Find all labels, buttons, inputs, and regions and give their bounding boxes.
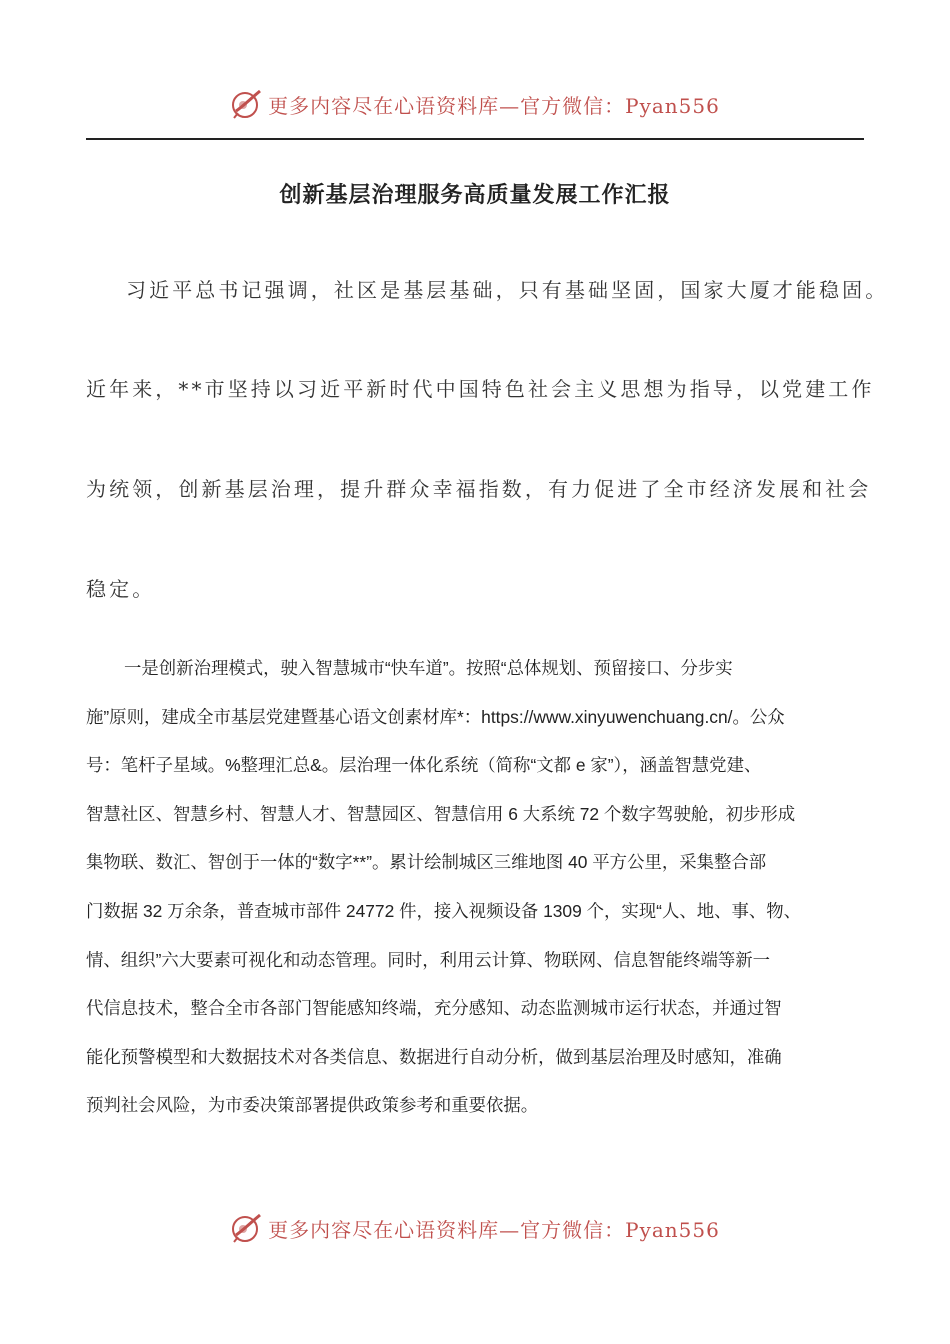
body-line: 智慧社区、智慧乡村、智慧人才、智慧园区、智慧信用 6 大系统 72 个数字驾驶舱，初步形成 (86, 803, 796, 824)
body-line: 代信息技术，整合全市各部门智能感知终端，充分感知、动态监测城市运行状态，并通过智 (86, 998, 782, 1019)
header-banner-text: 更多内容尽在心语资料库—官方微信：Pyan556 (268, 93, 720, 118)
body-line: 门数据 32 万余条，普查城市部件 24772 件，接入视频设备 1309 个，实现“人、地、事、物、 (86, 900, 802, 921)
intro-line: 为统领，创新基层治理，提升群众幸福指数，有力促进了全市经济发展和社会 (86, 477, 872, 501)
intro-line: 近年来，**市坚持以习近平新时代中国特色社会主义思想为指导，以党建工作 (86, 377, 875, 401)
body-line: 集物联、数汇、智创于一体的“数字**”。累计绘制城区三维地图 40 平方公里，采集整合部 (86, 852, 767, 873)
header-divider (86, 138, 864, 140)
header-banner (0, 84, 950, 124)
body-line: 施”原则，建成全市基层党建暨基心语文创素材库*：https://www.xinyuwenchuang.cn/。公众 (86, 706, 785, 727)
pen-logo-icon (230, 87, 264, 121)
body-paragraph (86, 644, 876, 1130)
body-line: 号：笔杆子星域。%整理汇总&。层治理一体化系统（简称“文都 e 家”），涵盖智慧党建、 (86, 755, 762, 776)
intro-line: 稳定。 (86, 577, 156, 601)
body-line: 预判社会风险，为市委决策部署提供政策参考和重要依据。 (86, 1095, 539, 1116)
body-line: 一是创新治理模式，驶入智慧城市“快车道”。按照“总体规划、预留接口、分步实 (124, 658, 733, 678)
body-line: 情、组织”六大要素可视化和动态管理。同时，利用云计算、物联网、信息智能终端等新一 (86, 949, 771, 970)
footer-banner (0, 1208, 950, 1248)
intro-line: 习近平总书记强调，社区是基层基础，只有基础坚固，国家大厦才能稳固。 (126, 278, 889, 302)
pen-logo-icon (230, 1211, 264, 1245)
body-line: 能化预警模型和大数据技术对各类信息、数据进行自动分析，做到基层治理及时感知，准确 (86, 1046, 782, 1067)
document-title: 创新基层治理服务高质量发展工作汇报 (279, 182, 671, 208)
footer-banner-text: 更多内容尽在心语资料库—官方微信：Pyan556 (268, 1217, 720, 1242)
